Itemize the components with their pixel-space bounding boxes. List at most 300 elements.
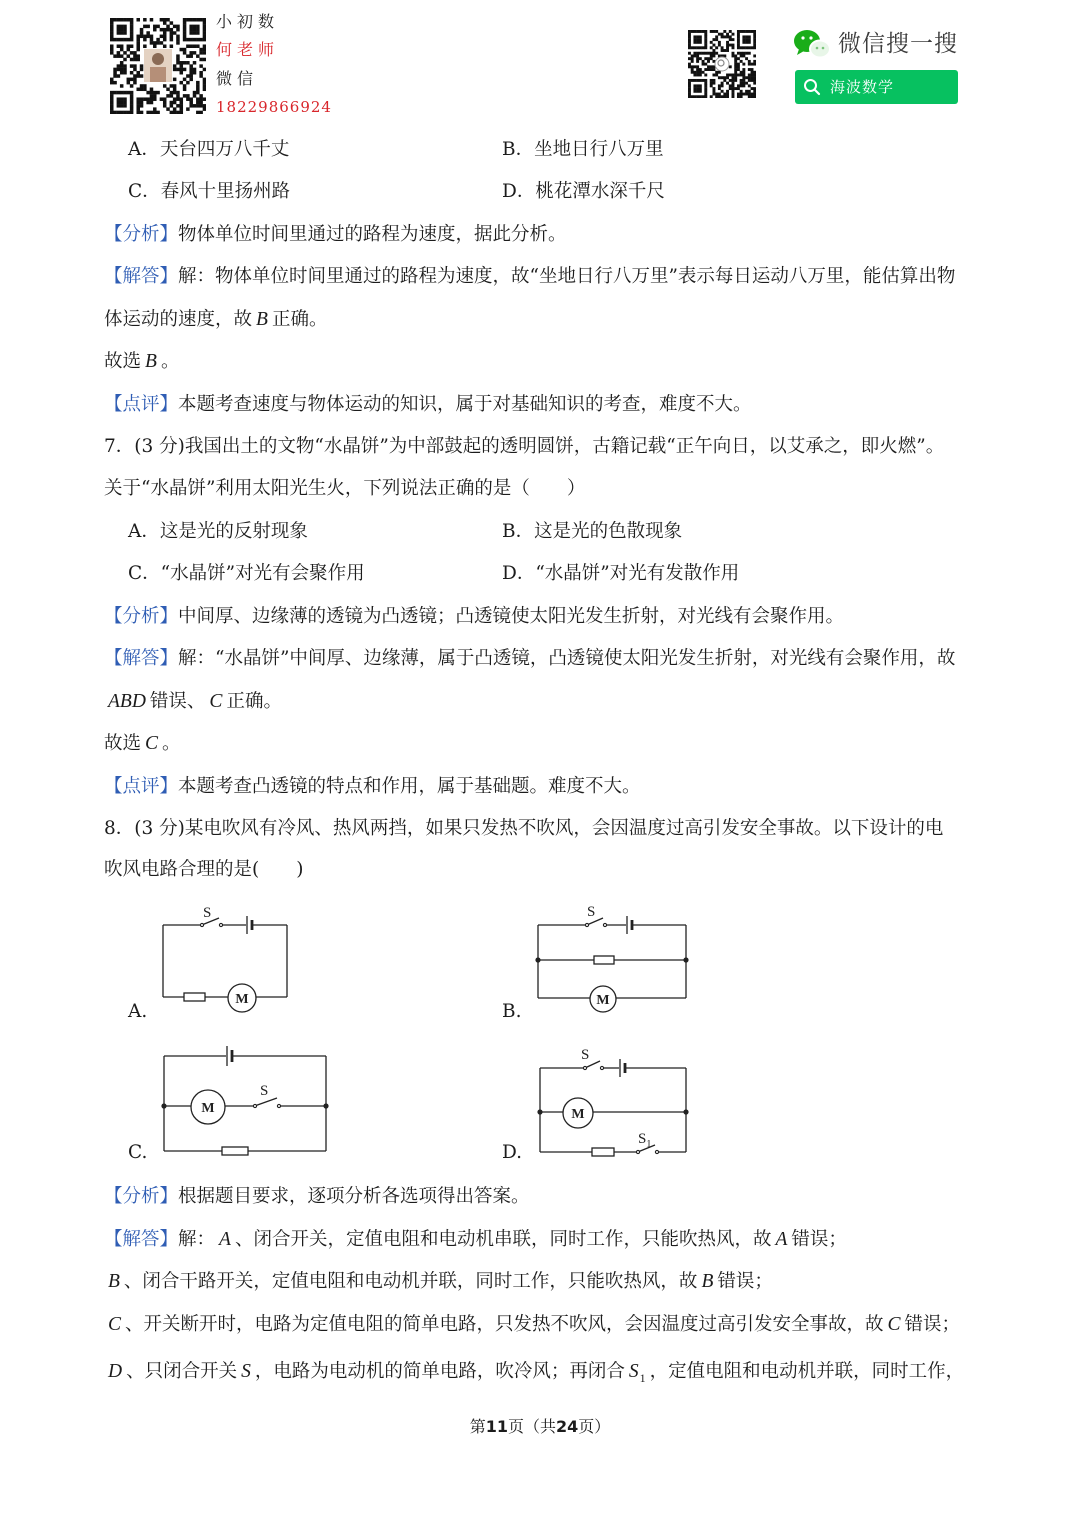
qr-module — [710, 79, 713, 82]
qr-module — [189, 74, 193, 78]
qr-module — [691, 46, 694, 49]
qr-module — [737, 57, 740, 60]
qr-module — [130, 84, 134, 88]
qr-module — [146, 35, 150, 39]
qr-module — [136, 44, 140, 48]
qr-module — [702, 95, 705, 98]
qr-module — [133, 78, 137, 82]
qr-module — [170, 31, 174, 35]
qr-module — [196, 101, 200, 105]
solution-text: ，定值电阻和电动机并联，同时工作， — [649, 1361, 965, 1382]
qr-module — [199, 64, 203, 68]
q6-comment — [104, 392, 752, 418]
qr-module — [176, 35, 180, 39]
qr-module — [718, 33, 721, 36]
qr-module — [153, 44, 157, 48]
answer-choice: B — [145, 351, 157, 372]
qr-module — [688, 93, 691, 96]
qr-module — [110, 94, 114, 98]
qr-module — [742, 30, 745, 33]
wechat-logo-icon — [792, 27, 832, 61]
qr-module — [130, 104, 134, 108]
qr-module — [133, 81, 137, 85]
qr-module — [130, 51, 134, 55]
qr-module — [110, 31, 114, 35]
qr-module — [745, 82, 748, 85]
qr-module — [127, 44, 131, 48]
qr-module — [742, 71, 745, 74]
qr-module — [123, 64, 127, 68]
qr-module — [173, 101, 177, 105]
qr-module — [748, 52, 751, 55]
qr-module — [710, 65, 713, 68]
qr-module — [133, 68, 137, 72]
q6-option-b: B．坐地日行八万里 — [502, 139, 664, 160]
qr-module — [153, 94, 157, 98]
qr-module — [199, 58, 203, 62]
qr-module — [180, 97, 184, 101]
qr-module — [203, 48, 206, 52]
qr-module — [196, 97, 200, 101]
qr-module — [688, 65, 691, 68]
switch-contact — [603, 923, 606, 926]
motor-label: M — [201, 1101, 215, 1116]
qr-module — [726, 95, 729, 98]
qr-module — [120, 64, 124, 68]
qr-module — [693, 46, 696, 49]
qr-module — [193, 68, 197, 72]
qr-module — [734, 68, 737, 71]
qr-module — [150, 35, 154, 39]
qr-module — [123, 101, 127, 105]
qr-module — [183, 84, 187, 88]
solution-text: 正确。 — [271, 309, 328, 330]
qr-module — [699, 90, 702, 93]
qr-module — [127, 78, 131, 82]
qr-module — [691, 95, 694, 98]
qr-module — [699, 46, 702, 49]
qr-module — [176, 25, 180, 29]
qr-module — [153, 25, 157, 29]
qr-module — [120, 101, 124, 105]
solution-text: 、闭合干路开关，定值电阻和电动机并联，同时工作，只能吹热风，故 — [123, 1271, 698, 1292]
qr-module — [751, 71, 754, 74]
qr-module — [753, 79, 756, 82]
qr-module — [693, 95, 696, 98]
qr-module — [120, 61, 124, 65]
qr-module — [718, 44, 721, 47]
qr-module — [691, 68, 694, 71]
qr-module — [712, 52, 715, 55]
qr-module — [745, 57, 748, 60]
qr-module — [173, 78, 177, 82]
qr-module — [136, 58, 140, 62]
qr-module — [123, 58, 127, 62]
qr-module — [110, 91, 114, 95]
qr-module — [140, 101, 144, 105]
qr-module — [203, 58, 206, 62]
qr-module — [120, 18, 124, 22]
q7-option-b: B．这是光的色散现象 — [502, 521, 683, 542]
qr-module — [712, 90, 715, 93]
qr-module — [693, 35, 696, 38]
circuit-c-diagram — [150, 1035, 340, 1165]
qr-module — [742, 76, 745, 79]
qr-module — [732, 54, 735, 57]
qr-module — [737, 35, 740, 38]
qr-module — [699, 79, 702, 82]
qr-module — [699, 68, 702, 71]
switch-s1-subscript: 1 — [646, 1139, 652, 1150]
qr-module — [742, 41, 745, 44]
qr-module — [702, 52, 705, 55]
variable: C — [108, 1314, 122, 1335]
qr-module — [130, 38, 134, 42]
qr-module — [196, 81, 200, 85]
qr-module — [123, 38, 127, 42]
qr-module — [110, 51, 114, 55]
qr-module — [203, 68, 206, 72]
qr-module — [127, 81, 131, 85]
qr-module — [123, 104, 127, 108]
qr-module — [130, 18, 134, 22]
qr-module — [176, 104, 180, 108]
qr-module — [150, 101, 154, 105]
qr-module — [170, 91, 174, 95]
qr-module — [748, 90, 751, 93]
qr-module — [748, 93, 751, 96]
qr-module — [143, 84, 147, 88]
qr-module — [715, 74, 718, 77]
qr-module — [110, 25, 114, 29]
wechat-bubble-small — [810, 41, 830, 58]
qr-module — [196, 54, 200, 58]
qr-module — [127, 38, 131, 42]
qr-module — [160, 28, 164, 32]
qr-module — [110, 48, 114, 52]
qr-module — [753, 54, 756, 57]
variable-subscript: 1 — [639, 1371, 646, 1385]
qr-module — [153, 41, 157, 45]
qr-module — [704, 30, 707, 33]
qr-module — [729, 35, 732, 38]
qr-module — [704, 90, 707, 93]
qr-module — [193, 25, 197, 29]
qr-module — [734, 57, 737, 60]
qr-module — [146, 101, 150, 105]
q7-option-a: A．这是光的反射现象 — [128, 521, 308, 542]
qr-module — [751, 93, 754, 96]
qr-module — [180, 107, 184, 111]
qr-module — [186, 18, 190, 22]
qr-module — [183, 21, 187, 25]
qr-module — [189, 25, 193, 29]
qr-module — [199, 97, 203, 101]
qr-module — [117, 31, 121, 35]
qr-module — [721, 76, 724, 79]
qr-module — [707, 65, 710, 68]
qr-module — [117, 111, 121, 114]
qr-module — [193, 51, 197, 55]
qr-module — [745, 52, 748, 55]
qr-module — [166, 94, 170, 98]
qr-module — [745, 46, 748, 49]
qr-module — [163, 28, 167, 32]
qr-module — [751, 74, 754, 77]
qr-module — [110, 104, 114, 108]
qr-module — [110, 107, 114, 111]
analysis-tag: 【分析】 — [104, 224, 179, 245]
qr-module — [156, 38, 160, 42]
qr-module — [740, 90, 743, 93]
qr-module — [170, 111, 174, 114]
qr-module — [742, 93, 745, 96]
qr-module — [163, 97, 167, 101]
qr-module — [193, 18, 197, 22]
qr-module — [136, 107, 140, 111]
qr-module — [113, 38, 117, 42]
qr-module — [688, 35, 691, 38]
qr-module — [183, 48, 187, 52]
qr-module — [732, 90, 735, 93]
qr-module — [737, 63, 740, 66]
qr-module — [696, 54, 699, 57]
qr-module — [136, 74, 140, 78]
qr-module — [193, 71, 197, 75]
q7-comment — [104, 774, 641, 800]
qr-module — [196, 38, 200, 42]
qr-module — [710, 41, 713, 44]
variable: A — [775, 1229, 788, 1250]
qr-module — [710, 95, 713, 98]
qr-module — [702, 63, 705, 66]
qr-module — [737, 74, 740, 77]
solution-text: 错误； — [791, 1229, 847, 1250]
qr-module — [140, 31, 144, 35]
resistor — [594, 956, 614, 964]
search-button[interactable] — [795, 70, 958, 104]
qr-module — [163, 31, 167, 35]
answer-choice: C — [145, 733, 159, 754]
qr-module — [696, 57, 699, 60]
qr-module — [718, 95, 721, 98]
qr-module — [170, 21, 174, 25]
qr-module — [183, 68, 187, 72]
qr-module — [176, 58, 180, 62]
qr-module — [718, 87, 721, 90]
qr-module — [715, 95, 718, 98]
qr-module — [183, 61, 187, 65]
qr-module — [693, 52, 696, 55]
qr-module — [693, 84, 696, 87]
qr-module — [732, 52, 735, 55]
q8-option-d-label: D. — [502, 1142, 523, 1163]
wechat-eye — [822, 47, 825, 50]
qr-module — [688, 57, 691, 60]
junction-dot — [323, 1103, 328, 1108]
qr-module — [699, 57, 702, 60]
qr-module — [691, 60, 694, 63]
qr-module — [146, 91, 150, 95]
qr-module — [704, 93, 707, 96]
qr-module — [136, 111, 140, 114]
qr-module — [203, 31, 206, 35]
qr-module — [176, 28, 180, 32]
qr-module — [140, 28, 144, 32]
qr-module — [715, 93, 718, 96]
solution-text: 正确。 — [226, 691, 282, 712]
qr-module — [742, 52, 745, 55]
qr-module — [189, 38, 193, 42]
qr-module — [737, 33, 740, 36]
qr-module — [704, 68, 707, 71]
qr-module — [203, 107, 206, 111]
qr-module — [699, 41, 702, 44]
qr-module — [688, 79, 691, 82]
qr-module — [166, 25, 170, 29]
qr-module — [740, 46, 743, 49]
qr-module — [136, 101, 140, 105]
qr-module — [203, 44, 206, 48]
qr-module — [189, 101, 193, 105]
qr-module — [696, 84, 699, 87]
qr-module — [199, 51, 203, 55]
qr-module — [688, 33, 691, 36]
current-page: 11 — [485, 1417, 508, 1436]
qr-module — [163, 44, 167, 48]
qr-module — [729, 38, 732, 41]
motor-label: M — [596, 993, 610, 1008]
qr-module — [203, 38, 206, 42]
qr-module — [737, 46, 740, 49]
qr-module — [737, 38, 740, 41]
resistor — [222, 1147, 248, 1155]
qr-module — [183, 31, 187, 35]
qr-module — [123, 51, 127, 55]
qr-module — [691, 54, 694, 57]
qr-module — [203, 88, 206, 92]
qr-module — [163, 101, 167, 105]
qr-module — [120, 71, 124, 75]
qr-module — [723, 79, 726, 82]
qr-module — [180, 61, 184, 65]
qr-module — [704, 79, 707, 82]
qr-module — [745, 38, 748, 41]
qr-module — [742, 38, 745, 41]
switch-contact — [219, 923, 222, 926]
qr-module — [753, 63, 756, 66]
qr-module — [742, 54, 745, 57]
solution-text: 、闭合开关，定值电阻和电动机串联，同时工作，只能吹热风，故 — [234, 1229, 772, 1250]
qr-module — [748, 41, 751, 44]
qr-module — [173, 64, 177, 68]
qr-module — [740, 79, 743, 82]
comment-text: 本题考查凸透镜的特点和作用，属于基础题。难度不大。 — [178, 776, 641, 797]
qr-module — [196, 18, 200, 22]
qr-module — [734, 76, 737, 79]
qr-module — [712, 44, 715, 47]
qr-module — [702, 60, 705, 63]
qr-module — [113, 68, 117, 72]
qr-module — [199, 48, 203, 52]
qr-module — [753, 74, 756, 77]
qr-module — [113, 111, 117, 114]
qr-module — [173, 107, 177, 111]
solution-tag: 【解答】 — [104, 648, 179, 669]
qr-module — [753, 87, 756, 90]
junction-dot — [537, 1109, 542, 1114]
q6-option-a: A．天台四万八千丈 — [128, 139, 290, 160]
answer-text: 。 — [160, 351, 180, 372]
qr-module — [127, 111, 131, 114]
qr-module — [120, 104, 124, 108]
qr-module — [127, 48, 131, 52]
wechat-eye — [809, 36, 812, 39]
qr-module — [753, 30, 756, 33]
qr-module — [146, 111, 150, 114]
qr-module — [176, 91, 180, 95]
qr-module — [170, 101, 174, 105]
qr-module — [712, 30, 715, 33]
q6-analysis — [104, 222, 567, 248]
qr-module — [110, 35, 114, 39]
qr-module — [117, 25, 121, 29]
qr-module — [732, 82, 735, 85]
qr-module — [143, 38, 147, 42]
qr-module — [203, 28, 206, 32]
qr-module — [136, 41, 140, 45]
qr-module — [696, 95, 699, 98]
qr-module — [737, 30, 740, 33]
qr-module — [696, 41, 699, 44]
motor-label: M — [235, 992, 249, 1007]
qr-module — [737, 41, 740, 44]
qr-module — [734, 79, 737, 82]
qr-module — [203, 84, 206, 88]
qr-module — [726, 44, 729, 47]
qr-module — [130, 35, 134, 39]
qr-module — [699, 35, 702, 38]
qr-module — [123, 97, 127, 101]
qr-module — [140, 68, 144, 72]
qr-module — [193, 104, 197, 108]
qr-module — [726, 76, 729, 79]
qr-module — [117, 44, 121, 48]
qr-module — [189, 68, 193, 72]
qr-module — [186, 81, 190, 85]
junction-dot — [683, 957, 688, 962]
search-button-label: 海波数学 — [830, 78, 895, 96]
qr-module — [203, 18, 206, 22]
qr-module — [742, 79, 745, 82]
qr-module — [113, 71, 117, 75]
qr-module — [117, 68, 121, 72]
qr-module — [133, 74, 137, 78]
qr-module — [699, 30, 702, 33]
qr-module — [189, 78, 193, 82]
variable: B — [108, 1271, 120, 1292]
qr-module — [688, 44, 691, 47]
qr-module — [140, 104, 144, 108]
qr-module — [691, 30, 694, 33]
qr-module — [742, 74, 745, 77]
qr-module — [163, 38, 167, 42]
qr-module — [110, 38, 114, 42]
q7-stem-line-2: 关于“水晶饼”利用太阳光生火，下列说法正确的是（ ） — [104, 478, 586, 499]
qr-module — [130, 31, 134, 35]
qr-module — [726, 41, 729, 44]
qr-module — [189, 104, 193, 108]
